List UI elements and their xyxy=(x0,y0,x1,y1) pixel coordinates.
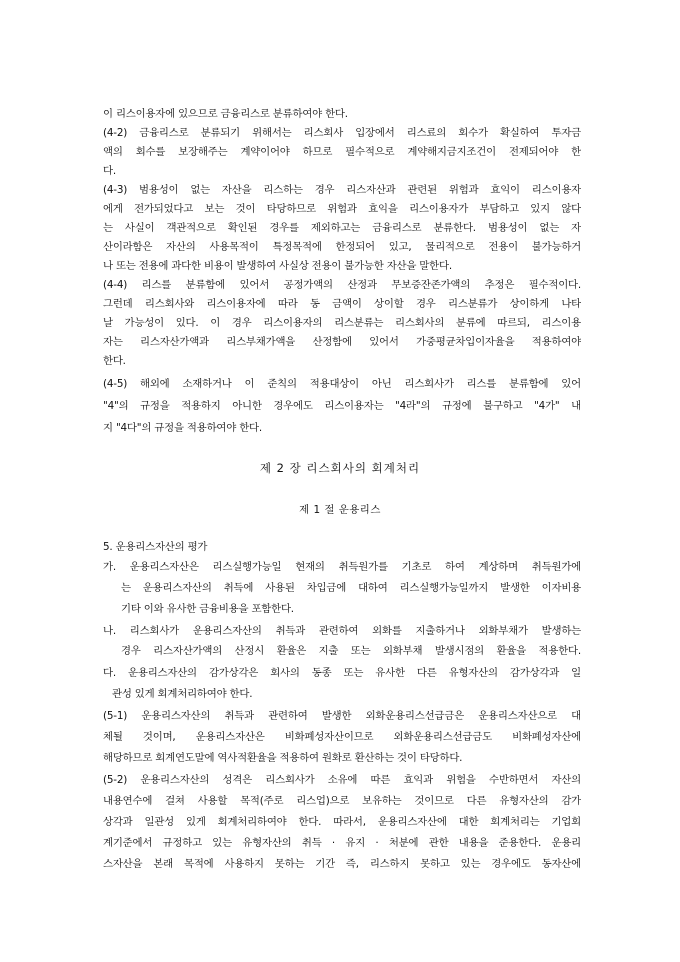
text-line: 기타 이와 유사한 금융비용을 포함한다. xyxy=(121,603,294,615)
text-line: 체될 것이며, 운용리스자산은 비화폐성자산이므로 외화운용리스선급금도 비화폐성자산에 xyxy=(103,731,581,743)
text-line: (5-1) 운용리스자산의 취득과 관련하여 발생한 외화운용리스선급금은 운용리스자산으로 대 xyxy=(103,710,581,722)
text-line: 에게 전가되었다고 보는 것이 타당하므로 위험과 효익을 리스이용자가 부담하고 있지 않다 xyxy=(103,203,581,215)
text-line: 상각과 일관성 있게 회계처리하여야 한다. 따라서, 운용리스자산에 대한 회계처리는 기업회 xyxy=(103,816,581,828)
text-line: 나 또는 전용에 과다한 비용이 발생하여 사실상 전용이 불가능한 자산을 말한다. xyxy=(103,260,452,272)
text-line: 스자산을 본래 목적에 사용하지 못하는 기간 즉, 리스하지 못하고 있는 경우에도 동자산에 xyxy=(103,858,581,870)
section-title: 제 1 절 운용리스 xyxy=(299,504,381,516)
text-line: 자는 리스자산가액과 리스부채가액을 산정함에 있어서 가중평균차입이자율을 적용하여야 xyxy=(103,336,581,348)
text-line: 해당하므로 회계연도말에 역사적환율을 적용하여 원화로 환산하는 것이 타당하다. xyxy=(103,752,463,764)
text-line: (4-3) 범용성이 없는 자산을 리스하는 경우 리스자산과 관련된 위험과 효익이 리스이용자 xyxy=(103,184,581,196)
text-line: 지 "4다"의 규정을 적용하여야 한다. xyxy=(103,422,262,434)
text-line: 이 리스이용자에 있으므로 금융리스로 분류하여야 한다. xyxy=(103,108,348,120)
text-line: 산이라함은 자산의 사용목적이 특정목적에 한정되어 있고, 물리적으로 전용이 불가능하거 xyxy=(103,241,581,253)
text-line: 한다. xyxy=(103,355,126,367)
text-line: 다. 운용리스자산의 감가상각은 회사의 동종 또는 유사한 다른 유형자산의 감가상각과 일 xyxy=(103,667,581,679)
text-line: 나. 리스회사가 운용리스자산의 취득과 관련하여 외화를 지출하거나 외화부채가 발생하는 xyxy=(103,625,581,637)
text-line: 계기준에서 규정하고 있는 유형자산의 취득 · 유지 · 처분에 관한 내용을 준용한다. 운용리 xyxy=(103,837,581,849)
text-line: 는 사실이 객관적으로 확인된 경우를 제외하고는 금융리스로 분류한다. 범용성이 없는 자 xyxy=(103,222,581,234)
text-line: 액의 회수를 보장해주는 계약이어야 하므로 필수적으로 계약해지금지조건이 전제되어야 한 xyxy=(103,146,581,158)
text-line: 경우 리스자산가액의 산정시 환율은 지출 또는 외화부채 발생시점의 환율을 적용한다. xyxy=(121,645,581,657)
text-line: 는 운용리스자산의 취득에 사용된 차입금에 대하여 리스실행가능일까지 발생한 이자비용 xyxy=(121,582,581,594)
chapter-title: 제 2 장 리스회사의 회계처리 xyxy=(259,461,421,475)
text-line: 관성 있게 회계처리하여야 한다. xyxy=(112,688,253,700)
text-line: "4"의 규정을 적용하지 아니한 경우에도 리스이용자는 "4라"의 규정에 불구하고 "4가" 내 xyxy=(103,400,581,412)
text-line: 날 가능성이 있다. 이 경우 리스이용자의 리스분류는 리스회사의 분류에 따르되, 리스이용 xyxy=(103,317,581,329)
text-line: 다. xyxy=(103,165,116,177)
text-line: (4-4) 리스를 분류함에 있어서 공정가액의 산정과 무보증잔존가액의 추정은 필수적이다. xyxy=(103,279,581,291)
text-line: 가. 운용리스자산은 리스실행가능일 현재의 취득원가를 기초로 하여 계상하며 취득원가에 xyxy=(103,561,581,573)
text-line: (4-2) 금융리스로 분류되기 위해서는 리스회사 입장에서 리스료의 회수가 확실하여 투자금 xyxy=(103,127,581,139)
text-line: 그런데 리스회사와 리스이용자에 따라 동 금액이 상이할 경우 리스분류가 상이하게 나타 xyxy=(103,298,581,310)
text-line: 내용연수에 걸쳐 사용할 목적(주로 리스업)으로 보유하는 것이므로 다른 유형자산의 감가 xyxy=(103,795,581,807)
text-line: (4-5) 해외에 소재하거나 이 준칙의 적용대상이 아닌 리스회사가 리스를 분류함에 있어 xyxy=(103,378,581,390)
text-line: (5-2) 운용리스자산의 성격은 리스회사가 소유에 따른 효익과 위험을 수반하면서 자산의 xyxy=(103,774,581,786)
text-line: 5. 운용리스자산의 평가 xyxy=(103,541,208,553)
